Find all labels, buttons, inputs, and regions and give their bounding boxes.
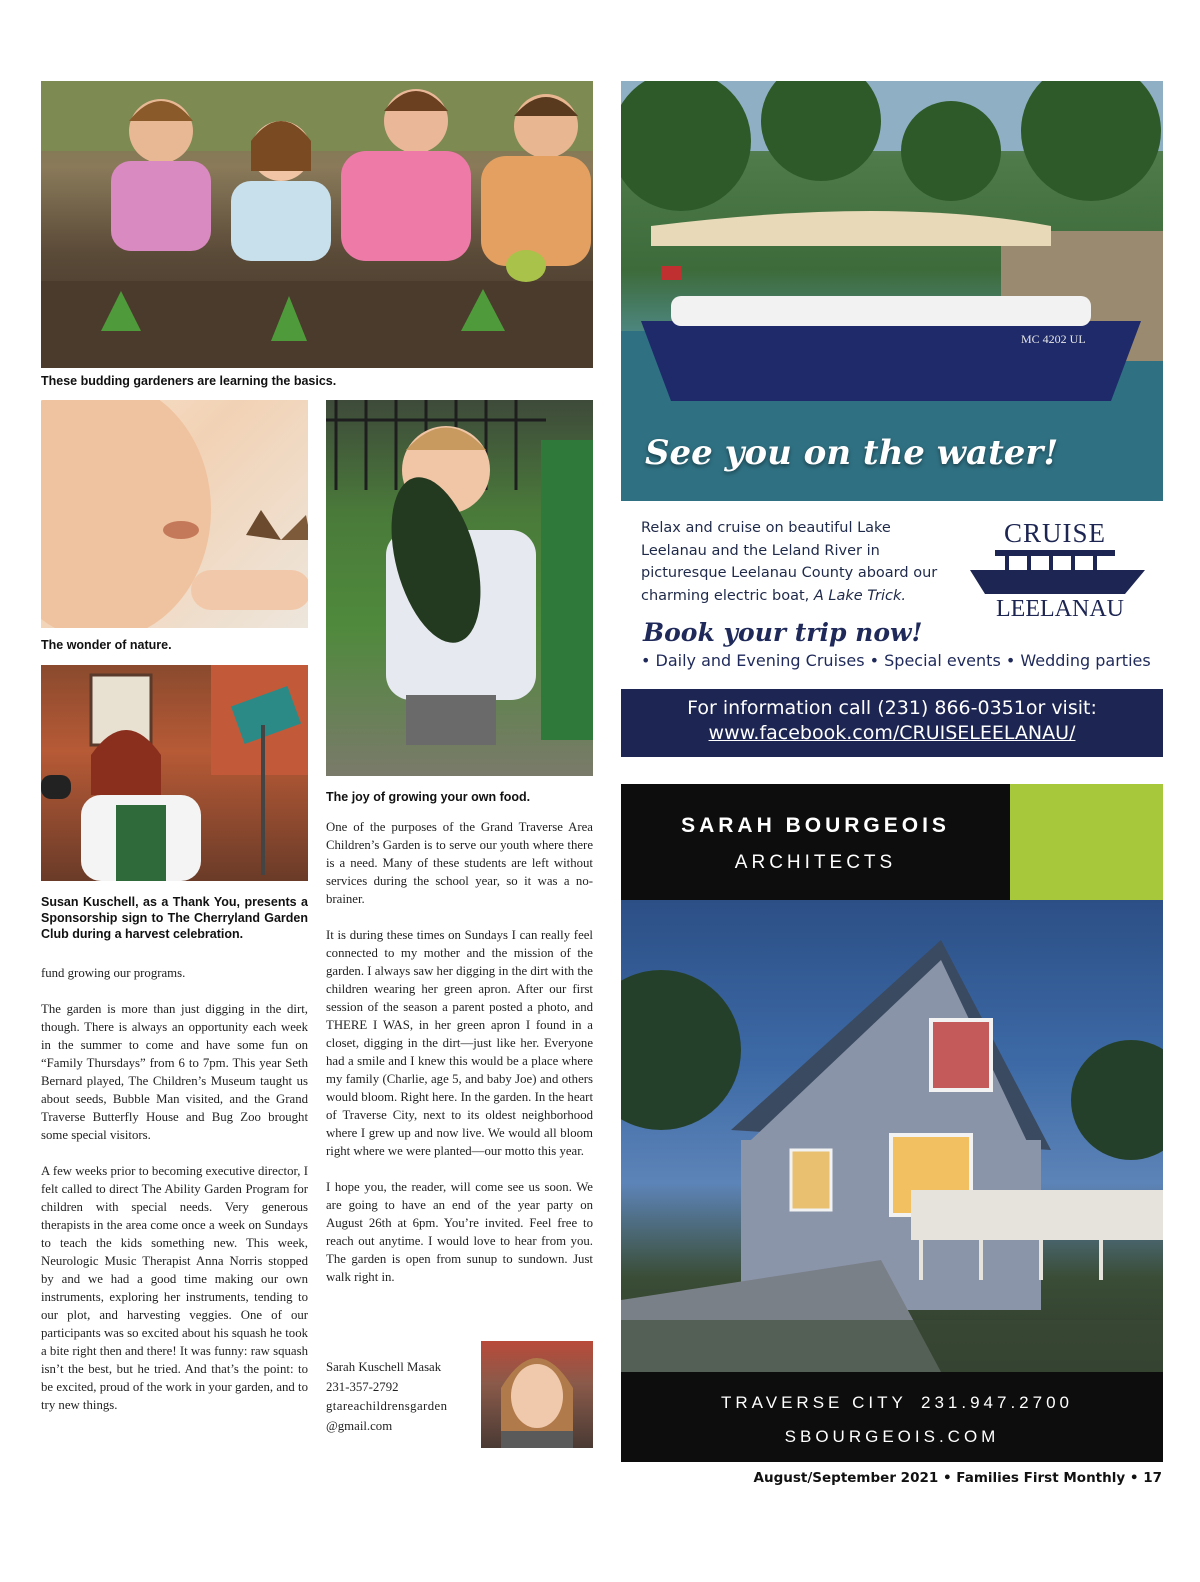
cruise-services-list: • Daily and Evening Cruises • Special events • Wedding parties [641,651,1151,670]
house-illustration [621,900,1163,1372]
cruise-description [641,517,941,607]
cruise-description-text: Relax and cruise on beautiful Lake Leelanau and the Leland River in picturesque Leelanau County aboard our charming electric boat, [641,520,938,604]
susan-caption: Susan Kuschell, as a Thank You, presents a Sponsorship sign to The Cherryland Garden Club during a harvest celebration. [41,895,308,941]
book-trip-heading: Book your trip now! [643,618,923,647]
cruise-facebook-link[interactable]: www.facebook.com/CRUISELEELANAU/ [708,722,1076,744]
cruise-leelanau-logo [965,518,1145,623]
logo-top-text: CRUISE [1003,518,1107,548]
cruise-boat-photo [621,81,1163,501]
cucumber-photo [326,400,593,776]
boat-registration: MC 4202 UL [1021,332,1086,346]
author-signature [326,1358,476,1436]
butterfly-illustration [41,400,308,628]
butterfly-photo [41,400,308,628]
article-paragraph: It is during these times on Sundays I can really feel connected to my mother and the mission of the garden. I always saw her digging in the dirt with the children wearing her green apron. After our first session of the season a parent posted a photo, and THERE I WAS, in her green apron I found in a closet, digging in the dirt—just like her. Everyone had a smile and I knew this would be a place where my family (Charlie, age 5, and baby Joe) and others would bloom. Right here. In the garden. In the heart of Traverse City, next to its oldest neighborhood where I grew up and now live. We would all bloom right where we were planted—our motto this year. [326,928,593,1158]
author-portrait [481,1341,593,1448]
article-paragraph: I hope you, the reader, will come see us soon. We are going to have an end of the year party on August 26th at 6pm. You’re invited. Feel free to reach out anytime. I would love to hear from you. The garden is open from sunup to sundown. Just walk right in. [326,1180,593,1284]
cucumber-illustration [326,400,593,776]
author-phone: 231-357-2792 [326,1379,399,1394]
author-email-line: @gmail.com [326,1418,393,1433]
cruise-tagline: See you on the water! [645,433,1059,473]
architect-name: SARAH BOURGEOIS [681,814,950,837]
page-footer: August/September 2021 • Families First Monthly • 17 [753,1470,1162,1486]
article-paragraph: fund growing our programs. [41,966,186,980]
architect-website[interactable]: SBOURGEOIS.COM [784,1427,1000,1446]
gardeners-photo [41,81,593,368]
portrait-illustration [481,1341,593,1448]
cruise-phone-line: For information call (231) 866-0351or visit: [687,697,1097,719]
food-caption: The joy of growing your own food. [326,790,531,804]
gardeners-caption: These budding gardeners are learning the basics. [41,374,337,388]
nature-caption: The wonder of nature. [41,638,172,652]
architect-phone: 231.947.2700 [921,1393,1073,1412]
author-email-line: gtareachildrensgarden [326,1399,448,1413]
article-column-2 [326,818,593,1304]
susan-photo [41,665,308,881]
article-column-1 [41,964,308,1432]
architect-accent-block [1010,784,1163,900]
boat-name: A Lake Trick. [813,587,906,604]
architect-header [621,784,1010,900]
article-paragraph: One of the purposes of the Grand Traverse Area Children’s Garden is to serve our youth where there is a need. Many of these students are left without services during the school year, so it was a no-brainer. [326,820,593,906]
author-name: Sarah Kuschell Masak [326,1360,442,1374]
gardeners-illustration [41,81,593,368]
architect-city: TRAVERSE CITY [721,1393,907,1412]
susan-illustration [41,665,308,881]
article-paragraph: A few weeks prior to becoming executive director, I felt called to direct The Ability Garden Program for children with special needs. Very generous therapists in the area come once a week on Sundays to teach the kids something new. This week, Neurologic Music Therapist Anna Norris stopped by and we had a good time making our own instruments, exploring her instruments, tending to our plot, and harvesting veggies. One of our participants was so excited about his squash he took a bite right then and there! It was funny: raw squash isn’t the best, but he tried. And that’s the point: to be excited, proud of the work in your garden, and to try new things. [41,1164,308,1412]
boat-logo-icon [965,548,1145,598]
article-paragraph: The garden is more than just digging in the dirt, though. There is always an opportunity each week in the summer to come and have some fun on “Family Thursdays” from 6 to 7pm. This year Seth Bernard played, The Children’s Museum taught us about seeds, Bubble Man visited, and the Grand Traverse Butterfly House and Bug Zoo brought some special visitors. [41,1002,308,1142]
cruise-info-bar [621,689,1163,757]
house-photo [621,900,1163,1372]
architect-subtitle: ARCHITECTS [734,852,897,873]
author-email[interactable] [326,1397,476,1436]
logo-bottom-text: LEELANAU [996,596,1124,622]
architect-footer [621,1372,1163,1462]
